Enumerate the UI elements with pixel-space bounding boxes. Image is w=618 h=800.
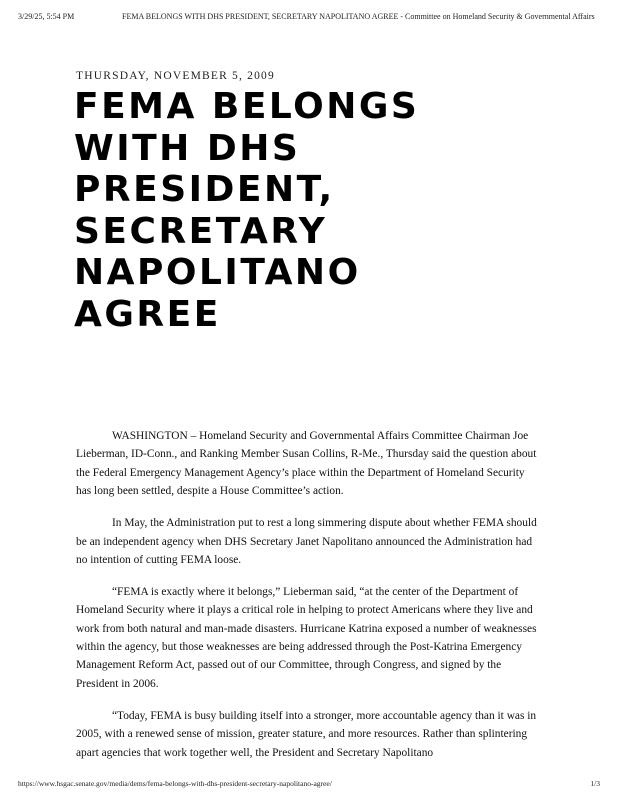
article-paragraph: “Today, FEMA is busy building itself into a stronger, more accountable agency than it was in 2005, with a renewed sense of mission, greater stature, and more resources. Rather than splintering apart agencies that work together well, the President and Secretary Napolitano: [76, 709, 537, 759]
article-paragraph: In May, the Administration put to rest a long simmering dispute about whether FEMA should be an independent agency when DHS Secretary Janet Napolitano announced the Administration had no intention of cutting FEMA loose.: [76, 517, 537, 566]
article-body: [76, 427, 540, 776]
headline-line: NAPOLITANO: [74, 252, 361, 293]
article-date: THURSDAY, NOVEMBER 5, 2009: [76, 70, 275, 82]
article-paragraph: “FEMA is exactly where it belongs,” Lieberman said, “at the center of the Department of Homeland Security where it plays a critical role in helping to protect Americans where they live and work from both natural and man-made disasters. Hurricane Katrina exposed a number of weaknesses within the agency, but those weaknesses are being addressed through the Post-Katrina Emergency Management Reform Act, passed out of our Committee, through Congress, and signed by the President in 2006.: [76, 585, 537, 690]
article-paragraph: WASHINGTON – Homeland Security and Governmental Affairs Committee Chairman Joe Lieberman, ID-Conn., and Ranking Member Susan Collins, R-Me., Thursday said the question about the Federal Emergency Management Agency’s place within the Department of Homeland Security has long been settled, despite a House Committee’s action.: [76, 430, 537, 498]
page-number: 1/3: [590, 779, 600, 788]
page-url: https://www.hsgac.senate.gov/media/dems/fema-belongs-with-dhs-president-secretary-napolitano-agree/: [18, 779, 332, 788]
print-page-title: FEMA BELONGS WITH DHS PRESIDENT, SECRETARY NAPOLITANO AGREE - Committee on Homeland Security & Governmental Affairs: [122, 12, 595, 21]
headline-line: PRESIDENT,: [74, 169, 335, 210]
headline-line: SECRETARY: [74, 210, 328, 252]
print-datetime: 3/29/25, 5:54 PM: [18, 12, 75, 21]
headline-line: FEMA BELONGS: [74, 86, 420, 127]
headline-line: AGREE: [74, 293, 221, 335]
headline-line: WITH DHS: [74, 127, 301, 169]
article-headline: [74, 86, 534, 335]
